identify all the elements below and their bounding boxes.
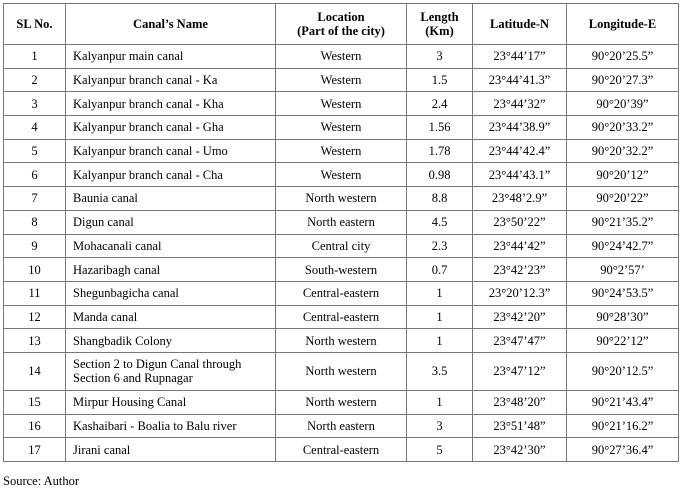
location-cell: Western (276, 45, 407, 69)
sl-cell: 2 (4, 68, 66, 92)
longitude-cell: 90°24’42.7” (567, 234, 679, 258)
canal-name-cell: Manda canal (66, 305, 276, 329)
location-cell: Western (276, 92, 407, 116)
table-row (4, 92, 679, 116)
location-cell: Central-eastern (276, 305, 407, 329)
latitude-cell: 23°44’17” (473, 45, 567, 69)
latitude-cell: 23°51’48” (473, 414, 567, 438)
canal-name-cell: Jirani canal (66, 438, 276, 462)
header-name: Canal’s Name (66, 4, 276, 45)
location-cell: Central-eastern (276, 281, 407, 305)
canal-name-cell: Kalyanpur branch canal - Umo (66, 139, 276, 163)
table-row (4, 210, 679, 234)
table-row (4, 187, 679, 211)
sl-cell: 14 (4, 352, 66, 390)
sl-cell: 7 (4, 187, 66, 211)
longitude-cell: 90°21’16.2” (567, 414, 679, 438)
length-cell: 2.4 (407, 92, 473, 116)
longitude-cell: 90°20’39” (567, 92, 679, 116)
location-cell: North western (276, 352, 407, 390)
table-row (4, 390, 679, 414)
sl-cell: 3 (4, 92, 66, 116)
location-cell: South-western (276, 258, 407, 282)
location-cell: Western (276, 68, 407, 92)
location-cell: North eastern (276, 210, 407, 234)
location-cell: Central city (276, 234, 407, 258)
canal-name-cell: Kashaibari - Boalia to Balu river (66, 414, 276, 438)
sl-cell: 10 (4, 258, 66, 282)
table-row (4, 139, 679, 163)
canal-name-cell: Kalyanpur branch canal - Kha (66, 92, 276, 116)
header-latitude: Latitude-N (473, 4, 567, 45)
location-cell: Western (276, 116, 407, 140)
table-row (4, 258, 679, 282)
table-row (4, 116, 679, 140)
canal-name-cell: Kalyanpur branch canal - Gha (66, 116, 276, 140)
length-cell: 3.5 (407, 352, 473, 390)
length-cell: 1 (407, 390, 473, 414)
latitude-cell: 23°44’32” (473, 92, 567, 116)
length-cell: 3 (407, 45, 473, 69)
sl-cell: 9 (4, 234, 66, 258)
latitude-cell: 23°44’42.4” (473, 139, 567, 163)
canal-name-cell: Shangbadik Colony (66, 329, 276, 353)
longitude-cell: 90°20’22” (567, 187, 679, 211)
sl-cell: 4 (4, 116, 66, 140)
sl-cell: 15 (4, 390, 66, 414)
source-note: Source: Author (3, 474, 80, 488)
length-cell: 4.5 (407, 210, 473, 234)
longitude-cell: 90°20’32.2” (567, 139, 679, 163)
latitude-cell: 23°44’41.3” (473, 68, 567, 92)
table-body (4, 45, 679, 462)
sl-cell: 6 (4, 163, 66, 187)
sl-cell: 17 (4, 438, 66, 462)
longitude-cell: 90°28’30” (567, 305, 679, 329)
longitude-cell: 90°22’12” (567, 329, 679, 353)
latitude-cell: 23°50’22” (473, 210, 567, 234)
canal-name-cell: Kalyanpur main canal (66, 45, 276, 69)
table-row (4, 414, 679, 438)
sl-cell: 13 (4, 329, 66, 353)
latitude-cell: 23°47’12” (473, 352, 567, 390)
header-location-title: Location (317, 10, 365, 24)
sl-cell: 16 (4, 414, 66, 438)
length-cell: 1 (407, 305, 473, 329)
longitude-cell: 90°27’36.4” (567, 438, 679, 462)
location-cell: Western (276, 163, 407, 187)
latitude-cell: 23°42’23” (473, 258, 567, 282)
canal-name-cell: Shegunbagicha canal (66, 281, 276, 305)
length-cell: 3 (407, 414, 473, 438)
header-length (407, 4, 473, 45)
longitude-cell: 90°20’12” (567, 163, 679, 187)
length-cell: 1 (407, 281, 473, 305)
canal-name-cell: Hazaribagh canal (66, 258, 276, 282)
table-row (4, 163, 679, 187)
latitude-cell: 23°47’47” (473, 329, 567, 353)
sl-cell: 5 (4, 139, 66, 163)
table-row (4, 329, 679, 353)
header-length-unit: (Km) (425, 24, 454, 38)
longitude-cell: 90°24’53.5” (567, 281, 679, 305)
length-cell: 1 (407, 329, 473, 353)
header-longitude: Longitude-E (567, 4, 679, 45)
latitude-cell: 23°42’20” (473, 305, 567, 329)
location-cell: North eastern (276, 414, 407, 438)
canal-name-cell: Mirpur Housing Canal (66, 390, 276, 414)
latitude-cell: 23°48’20” (473, 390, 567, 414)
location-cell: North western (276, 329, 407, 353)
longitude-cell: 90°20’27.3” (567, 68, 679, 92)
latitude-cell: 23°20’12.3” (473, 281, 567, 305)
latitude-cell: 23°44’38.9” (473, 116, 567, 140)
length-cell: 1.78 (407, 139, 473, 163)
latitude-cell: 23°42’30” (473, 438, 567, 462)
table-row (4, 352, 679, 390)
length-cell: 8.8 (407, 187, 473, 211)
longitude-cell: 90°20’12.5” (567, 352, 679, 390)
table-row (4, 438, 679, 462)
location-cell: North western (276, 187, 407, 211)
canal-table (3, 3, 679, 462)
sl-cell: 1 (4, 45, 66, 69)
table-row (4, 281, 679, 305)
location-cell: North western (276, 390, 407, 414)
canal-name-cell: Kalyanpur branch canal - Ka (66, 68, 276, 92)
latitude-cell: 23°44’43.1” (473, 163, 567, 187)
length-cell: 0.98 (407, 163, 473, 187)
longitude-cell: 90°20’33.2” (567, 116, 679, 140)
table-row (4, 305, 679, 329)
table-row (4, 68, 679, 92)
header-length-title: Length (420, 10, 459, 24)
longitude-cell: 90°21’35.2” (567, 210, 679, 234)
sl-cell: 11 (4, 281, 66, 305)
longitude-cell: 90°21’43.4” (567, 390, 679, 414)
length-cell: 1.5 (407, 68, 473, 92)
canal-name-cell: Kalyanpur branch canal - Cha (66, 163, 276, 187)
length-cell: 1.56 (407, 116, 473, 140)
latitude-cell: 23°48’2.9” (473, 187, 567, 211)
location-cell: Central-eastern (276, 438, 407, 462)
sl-cell: 8 (4, 210, 66, 234)
canal-name-cell: Baunia canal (66, 187, 276, 211)
length-cell: 5 (407, 438, 473, 462)
longitude-cell: 90°20’25.5” (567, 45, 679, 69)
header-row (4, 4, 679, 45)
table-row (4, 45, 679, 69)
canal-name-cell: Digun canal (66, 210, 276, 234)
table-row (4, 234, 679, 258)
header-location-sub: (Part of the city) (297, 24, 385, 38)
longitude-cell: 90°2’57’ (567, 258, 679, 282)
length-cell: 2.3 (407, 234, 473, 258)
header-sl: SL No. (4, 4, 66, 45)
canal-name-cell: Mohacanali canal (66, 234, 276, 258)
sl-cell: 12 (4, 305, 66, 329)
latitude-cell: 23°44’42” (473, 234, 567, 258)
length-cell: 0.7 (407, 258, 473, 282)
canal-name-cell: Section 2 to Digun Canal through Section 6 and Rupnagar (66, 352, 276, 390)
header-location (276, 4, 407, 45)
location-cell: Western (276, 139, 407, 163)
